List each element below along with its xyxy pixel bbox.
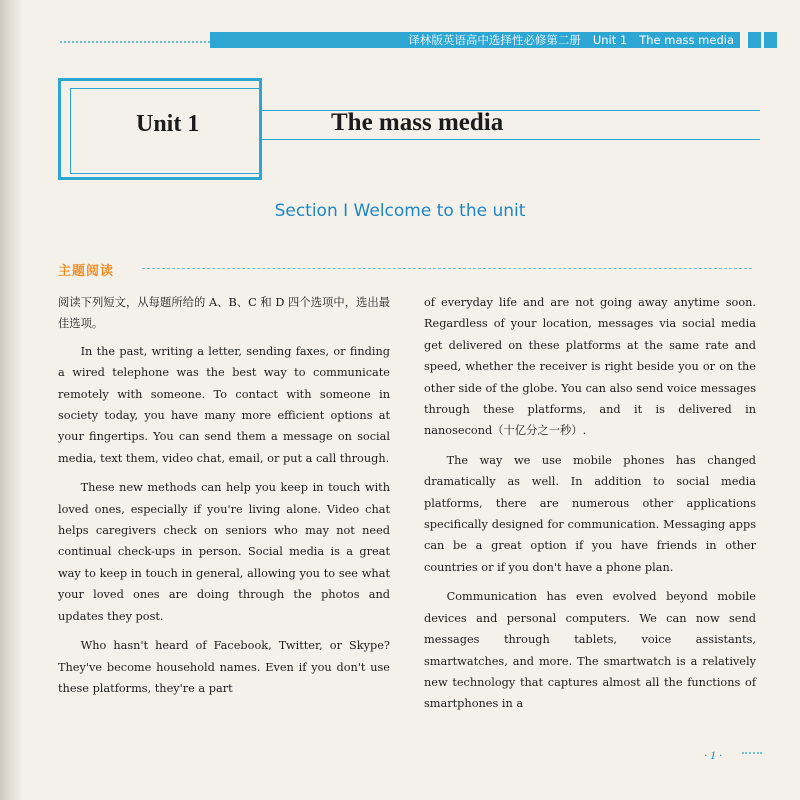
instructions: 阅读下列短文，从每题所给的 A、B、C 和 D 四个选项中，选出最佳选项。	[58, 296, 390, 331]
page-number: · 1 ·	[704, 748, 722, 762]
header-unit: Unit 1	[592, 33, 628, 47]
section-title: Section Ⅰ Welcome to the unit	[274, 201, 526, 221]
header-book-title: 译林版英语高中选择性必修第二册	[408, 33, 581, 47]
paragraph: These new methods can help you keep in touch with loved ones, especially if you're living alone. Video chat helps caregivers check on seniors who may not need continual check-ups in person. Social media is a great way to keep in touch in general, allowing you to see what your loved ones are doing through the photos and updates they post.	[58, 481, 390, 623]
paragraph-continuation: of everyday life and are not going away anytime soon. Regardless of your location, messages via social media get delivered on these platforms at the same rate and speed, whether the receiver is right beside you or on the other side of the globe. You can also send voice messages through these platforms, and it is delivered in nanosecond（十亿分之一秒）.	[424, 296, 756, 438]
running-header	[210, 32, 740, 48]
unit-label: Unit 1	[136, 111, 200, 137]
paragraph: The way we use mobile phones has changed dramatically as well. In addition to social media platforms, there are numerous other applications specifically designed for communication. Messaging apps can be a great option if you have friends in other countries or if you don't have a phone plan.	[424, 453, 756, 574]
reading-dashed-rule	[142, 268, 752, 269]
paragraph: In the past, writing a letter, sending faxes, or finding a wired telephone was the best way to communicate remotely with someone. To contact with someone in society today, you have many more efficient options at your fingertips. You can send them a message on social media, text them, video chat, email, or put a call through.	[58, 344, 390, 465]
text-column-left	[58, 292, 390, 699]
header-square-1	[748, 32, 761, 48]
text-column-right	[424, 292, 756, 715]
paragraph: Communication has even evolved beyond mobile devices and personal computers. We can now send messages through tablets, voice assistants, smartwatches, and more. The smartwatch is a relatively new technology that captures almost all the functions of smartphones in a	[424, 590, 756, 711]
unit-title: The mass media	[331, 109, 504, 136]
header-topic: The mass media	[639, 33, 734, 47]
header-square-2	[764, 32, 777, 48]
reading-tag: 主题阅读	[58, 264, 115, 279]
page-binding-shadow	[0, 0, 22, 800]
paragraph: Who hasn't heard of Facebook, Twitter, or Skype? They've become household names. Even if you don't use these platforms, they're a part	[58, 639, 390, 695]
footer-dotted-rule	[742, 752, 762, 754]
header-dotted-rule	[60, 41, 210, 43]
